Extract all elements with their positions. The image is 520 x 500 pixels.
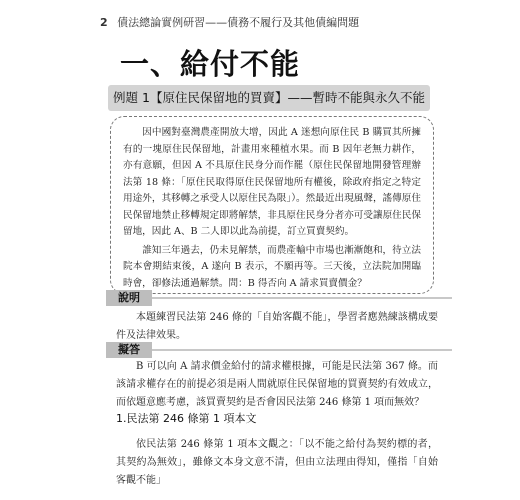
section-divider: [152, 349, 452, 351]
subsection-text: 依民法第 246 條第 1 項本文觀之：「以不能之給付為契約標的者，其契約為無效」，雖條文本身文意不清，但由立法理由得知，僅指「自始客觀不能」: [116, 439, 438, 486]
case-paragraph: 因中國對臺灣農產開放大增，因此 A 迷想向原住民 B 購買其所擁有的一塊原住民保留地，計畫用來種植水果。而 B 因年老無力耕作，亦有意願，但因 A 不具原住民身分而作罷（原住民保留地開發管理辦法第 18 條：「原住民取得原住民保留地所有權後，除政府指定之特定用途外，其移轉之承受人以原住民為限」）。然最近出現風聲，謠傳原住民保留地禁止移轉規定即將解禁，非具原住民身分者亦可受讓原住民保留地，因此 A、B 二人即以此為前提，訂立買賣契約。: [123, 127, 421, 237]
page-number: 2: [100, 16, 108, 29]
proposed-answer-text: B 可以向 A 請求價金給付的請求權根據，可能是民法第 367 條。而該請求權存在的前提必須是兩人間就原住民保留地的買賣契約有效成立，而依題意應考慮，該買賣契約是否會因民法第 246 條第 1 項而無效？: [116, 361, 438, 408]
subsection-title: 1.民法第 246 條第 1 項本文: [116, 412, 257, 425]
chapter-title: 一、給付不能: [120, 47, 301, 81]
case-box: [110, 116, 434, 294]
explanation-label: 說明: [106, 290, 152, 306]
example-title-bar: [108, 85, 430, 111]
running-title: 債法總論實例研習——債務不履行及其他債編問題: [117, 16, 360, 29]
explanation-text-block: [116, 309, 438, 345]
proposed-answer-block: [116, 358, 438, 412]
example-title: 例題 1【原住民保留地的買賣】——暫時不能與永久不能: [113, 90, 425, 105]
section-divider: [152, 297, 452, 299]
subsection-text-block: [116, 436, 438, 490]
case-paragraph: 誰知三年過去，仍未見解禁，而農產輸中市場也漸漸飽和，待立法院本會期結束後，A 遂向 B 表示，不願再等。三天後，立法院加開臨時會，卻修法通過解禁。問：B 得否向 A 請求買賣價金？: [123, 244, 421, 289]
proposed-answer-label: 擬答: [106, 342, 152, 358]
explanation-text: 本題練習民法第 246 條的「自始客觀不能」，學習者應熟練該構成要件及法律效果。: [116, 312, 438, 341]
running-header: [100, 14, 359, 30]
